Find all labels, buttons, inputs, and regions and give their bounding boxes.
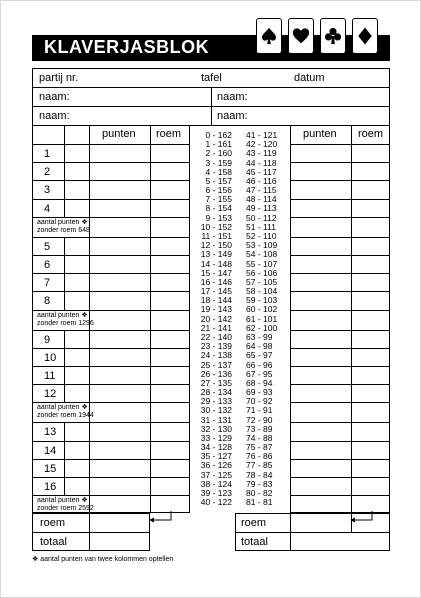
score-right-entry: 43 - 119 [246,148,277,159]
table-row-divider [32,273,190,274]
roem-header-left: roem [156,128,182,140]
score-left-entry: 1 - 161 [205,139,232,150]
score-right-entry: 55 - 107 [246,258,278,269]
round-number: 12 [44,388,57,401]
subtotal-label-line1: aantal punten [37,404,80,412]
score-left-entry: 18 - 144 [200,295,232,306]
column-divider [64,237,65,310]
score-right-entry: 72 - 90 [246,414,273,425]
score-right-entry: 45 - 117 [246,166,277,177]
round-number: 8 [44,295,51,308]
column-divider [64,422,65,495]
table-row-divider [290,384,390,385]
table-row-divider [290,495,390,496]
score-right-entry: 46 - 116 [246,175,277,186]
score-right-entry: 80 - 82 [246,488,273,499]
score-right-entry: 48 - 114 [246,194,277,205]
datum-label: datum [294,72,325,84]
score-left-entry: 31 - 131 [200,414,232,425]
table-row-divider [290,330,390,331]
table-row-divider [32,255,190,256]
score-right-entry: 73 - 89 [246,423,273,434]
score-left-entry: 6 - 156 [205,185,232,196]
round-number: 2 [44,166,51,179]
subtotal-label [37,404,88,412]
round-number: 6 [44,259,51,271]
table-row-divider [290,199,390,200]
score-left-entry: 22 - 140 [200,331,232,342]
table-row-divider [32,348,190,349]
arrow-left-icon [148,510,178,526]
table-header-divider [290,144,390,145]
table-row-divider [290,366,390,367]
score-left-entry: 14 - 148 [200,258,232,269]
totals-divider [32,532,150,533]
spade-icon [260,27,278,45]
score-left-entry: 4 - 158 [205,166,232,177]
column-divider [64,144,65,217]
table-row-divider [32,441,190,442]
table-row-divider [32,459,190,460]
subtotal-label-line1: aantal punten [37,218,80,226]
score-left-entry: 40 - 122 [200,497,232,508]
score-left-entry: 29 - 133 [200,396,232,407]
heart-icon [292,27,310,45]
score-right-entry: 49 - 113 [246,203,277,214]
sparkle-icon: ❖ [79,311,88,319]
right-score-table [290,125,390,513]
score-left-entry: 32 - 130 [200,423,232,434]
column-divider [64,330,65,403]
score-left-entry: 15 - 147 [200,267,232,278]
score-left-entry: 34 - 128 [200,442,232,453]
score-left-entry: 10 - 152 [200,221,232,232]
table-row-divider [290,348,390,349]
table-row-divider [32,162,190,163]
score-right-entry: 62 - 100 [246,322,278,333]
round-number: 13 [44,426,57,439]
naam-label-3: naam: [39,110,70,122]
partij-label: partij nr. [39,72,79,84]
score-right-entry: 58 - 104 [246,286,278,297]
table-row-divider [290,237,390,238]
score-right-entry: 51 - 111 [246,221,276,232]
score-left-entry: 23 - 139 [200,341,232,352]
score-right-entry: 78 - 84 [246,469,273,480]
roem-total-label-left: roem [40,517,66,529]
sparkle-icon: ❖ [79,404,88,412]
page-title: KLAVERJASBLOK [44,37,210,57]
score-left-entry: 20 - 142 [200,313,232,324]
totals-divider [89,513,90,551]
table-row-divider [32,477,190,478]
table-row-divider [290,422,390,423]
subtotal-label-line1: aantal punten [37,497,80,505]
table-row-divider [32,495,190,496]
score-left-entry: 9 - 153 [205,212,232,223]
score-left-entry: 39 - 123 [200,488,232,499]
score-left-entry: 38 - 124 [200,478,232,489]
score-left-entry: 19 - 143 [200,304,232,315]
score-right-entry: 63 - 99 [246,331,273,342]
score-right-entry: 57 - 105 [246,276,278,287]
table-row-divider [290,459,390,460]
table-row-divider [32,217,190,218]
score-right-entry: 77 - 85 [246,460,273,471]
arrow-left-icon [349,510,379,526]
punten-header-left: punten [102,128,136,140]
roem-total-label-right: roem [241,517,267,529]
punten-header-right: punten [303,128,337,140]
score-right-entry: 54 - 108 [246,249,278,260]
score-right-entry: 61 - 101 [246,313,278,324]
score-right-entry: 50 - 112 [246,212,277,223]
table-row-divider [290,441,390,442]
round-number: 11 [44,370,56,382]
score-left-entry: 24 - 138 [200,350,232,361]
score-right-entry: 42 - 120 [246,139,278,150]
table-row-divider [32,330,190,331]
table-row-divider [290,255,390,256]
score-right-entry: 69 - 93 [246,387,273,398]
subtotal-label [37,219,88,227]
score-left-entry: 2 - 160 [205,148,232,159]
score-right-entry: 68 - 94 [246,377,273,388]
round-number: 7 [44,277,51,290]
sparkle-icon: ❖ [79,218,88,226]
score-left-entry: 26 - 136 [200,368,232,379]
round-number: 1 [44,148,51,160]
round-number: 3 [44,184,51,197]
score-left-entry: 5 - 157 [205,175,232,186]
naam-label-1: naam: [39,91,70,103]
score-right-entry: 74 - 88 [246,432,273,443]
score-left-entry: 33 - 129 [200,432,232,443]
score-left-entry: 30 - 132 [200,405,232,416]
score-left-entry: 35 - 127 [200,451,232,462]
table-row-divider [290,310,390,311]
score-right-entry: 53 - 109 [246,240,278,251]
score-left-entry: 27 - 135 [200,377,232,388]
score-right-entry: 67 - 95 [246,368,273,379]
score-left-entry: 17 - 145 [200,286,232,297]
table-row-divider [290,217,390,218]
naam-label-2: naam: [217,91,248,103]
spade-card [256,18,282,54]
round-number: 15 [44,462,57,475]
footnote-text: aantal punten van twee kolommen optellen [40,556,174,563]
score-right-entry: 52 - 110 [246,230,277,241]
score-left-entry: 25 - 137 [200,359,232,370]
column-divider [351,125,352,513]
subtotal-label-line1: aantal punten [37,311,80,319]
column-divider [150,125,151,513]
footnote [32,556,173,564]
score-right-entry: 71 - 91 [246,405,273,416]
table-row-divider [32,291,190,292]
subtotal-label [37,312,88,320]
score-left-entry: 21 - 141 [200,322,232,333]
table-row-divider [290,180,390,181]
score-right-entry: 66 - 96 [246,359,273,370]
totaal-label-left: totaal [40,536,67,548]
sparkle-icon: ❖ [32,556,39,563]
header-divider [211,87,212,126]
score-right-entry: 81 - 81 [246,497,273,508]
score-right-entry: 76 - 86 [246,451,273,462]
table-row-divider [290,291,390,292]
round-number: 16 [44,481,57,493]
score-right-entry: 65 - 97 [246,350,273,361]
table-row-divider [32,199,190,200]
subtotal-value: zonder roem 648 [37,226,90,234]
score-right-entry: 47 - 115 [246,185,277,196]
totals-divider [235,532,390,533]
score-left-entry: 37 - 125 [200,469,232,480]
score-right-entry: 41 - 121 [246,130,278,140]
score-right-entry: 70 - 92 [246,396,273,407]
table-row-divider [32,422,190,423]
diamond-card [352,18,378,54]
score-right-entry: 75 - 87 [246,442,273,453]
round-number: 4 [44,202,51,215]
score-left-entry: 13 - 149 [200,249,232,260]
subtotal-value: zonder roem 2592 [37,505,94,513]
score-right-entry: 44 - 118 [246,157,277,168]
naam-label-4: naam: [217,110,248,122]
table-header-divider [32,144,190,145]
subtotal-value: zonder roem 1944 [37,412,94,420]
score-left-entry: 12 - 150 [200,240,232,251]
table-row-divider [32,237,190,238]
table-row-divider [32,180,190,181]
score-right-entry: 79 - 83 [246,478,273,489]
tafel-label: tafel [201,72,222,84]
club-card [320,18,346,54]
score-left-entry: 8 - 154 [205,203,232,214]
heart-card [288,18,314,54]
club-icon [324,27,342,45]
subtotal-value: zonder roem 1296 [37,319,94,327]
score-right-entry: 64 - 98 [246,341,273,352]
roem-header-right: roem [358,128,384,140]
score-right-entry: 56 - 106 [246,267,278,278]
round-number: 5 [44,240,51,253]
table-row-divider [290,162,390,163]
score-left-entry: 3 - 159 [205,157,232,168]
round-number: 10 [44,351,57,364]
score-left-entry: 7 - 155 [205,194,232,205]
totaal-label-right: totaal [241,536,268,548]
round-number: 14 [44,444,57,457]
subtotal-label [37,497,88,505]
table-row-divider [290,477,390,478]
table-row-divider [32,384,190,385]
score-right-entry: 60 - 102 [246,304,278,315]
table-row-divider [290,273,390,274]
table-row-divider [32,310,190,311]
sparkle-icon: ❖ [79,497,88,505]
score-left-entry: 36 - 126 [200,460,232,471]
score-left-entry: 16 - 146 [200,276,232,287]
score-right-entry: 59 - 103 [246,295,278,306]
diamond-icon [356,27,374,45]
score-left-entry: 28 - 134 [200,387,232,398]
score-left-entry: 0 - 162 [205,130,232,140]
score-left-entry: 11 - 151 [201,230,232,241]
table-row-divider [32,402,190,403]
table-row-divider [32,366,190,367]
totals-divider [290,513,291,551]
table-row-divider [290,402,390,403]
round-number: 9 [44,333,51,346]
